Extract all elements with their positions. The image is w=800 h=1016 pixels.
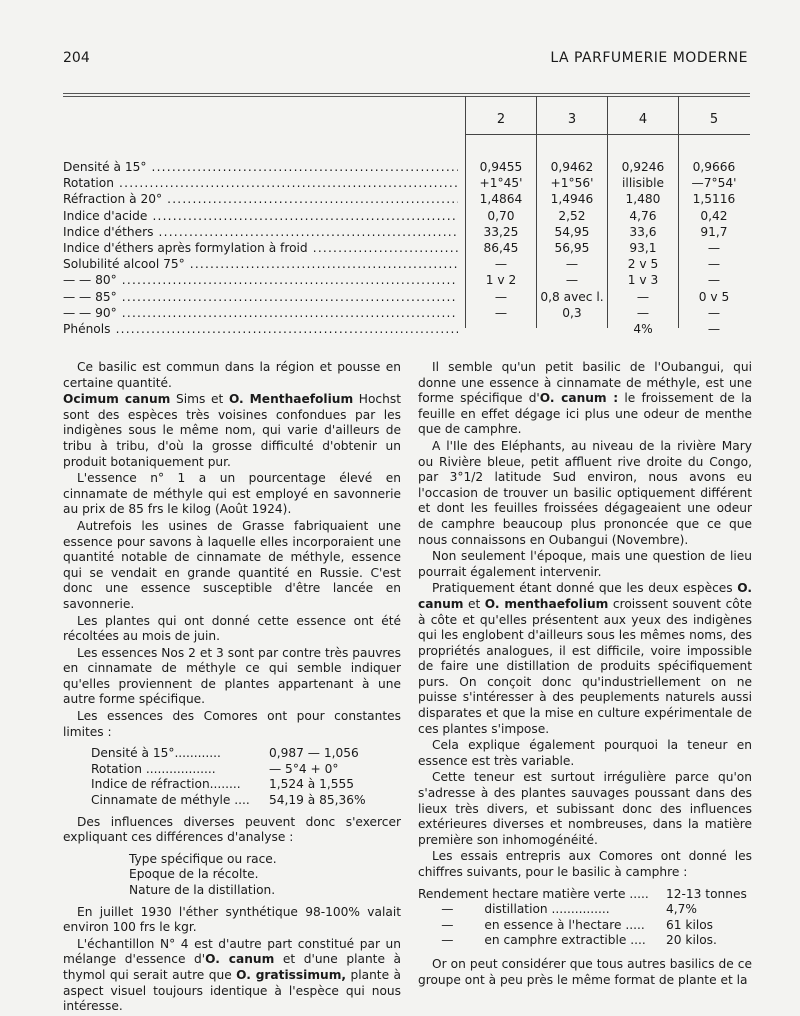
table-cell: 1,4946 [550,192,594,207]
table-cell: — [707,273,721,288]
table-row [63,272,750,288]
table-cell: 0,3 [562,305,582,320]
species-name: O. canum [205,952,275,967]
text: plante à aspect visuel toujours identique à l'espèce qui nous intéresse. [63,967,401,1014]
paragraph: Cela explique également pourquoi la teneur en essence est très variable. [418,738,752,768]
table-cell: +1°45' [479,176,523,191]
header-rule-top [63,93,750,94]
column-header: 5 [709,112,719,127]
table-cell: — [707,241,721,255]
table-cell: 56,95 [554,241,590,255]
paragraph: Les essences Nos 2 et 3 sont par contre très pauvres en cinnamate de méthyle ce qui semble indiquer qu'elles proviennent de plantes appartenant à une autre forme spécifique. [63,645,401,707]
paragraph [63,392,401,470]
paragraph: En juillet 1930 l'éther synthétique 98-100% valait environ 100 frs le kgr. [63,904,401,935]
yield-label: — en camphre extractible .... [418,933,646,948]
table-row [63,191,750,207]
table-cell: — [565,257,579,272]
text: Pratiquement étant donné que les deux espèces [432,581,738,596]
text: et [463,596,485,611]
table-cell: 0,9246 [621,160,665,174]
paragraph: L'essence n° 1 a un pourcentage élevé en cinnamate de méthyle qui est employé en savonnerie au prix de 85 frs le kilog (Août 1924). [63,471,401,517]
constant-label: Cinnamate de méthyle .... [91,793,250,808]
causes-list [129,852,401,899]
yield-value: 4,7% [666,902,697,917]
row-label: Densité à 15° ..... [63,159,458,175]
table-cell: 0,42 [700,208,728,223]
table-cell: 86,45 [483,241,519,255]
table-cell: — [707,322,721,336]
row-label: Indice d'éthers ..... [63,224,458,240]
species-name: Ocimum canum [63,392,171,407]
yield-label: — en essence à l'hectare ..... [418,917,645,932]
yield-row [418,902,752,918]
table-cell: 0,9666 [692,160,736,174]
paragraph: A l'Ile des Eléphants, au niveau de la rivière Mary ou Rivière bleue, petit affluent rive droite du Congo, par 3°1/2 latitude Sud environ, nous avons eu l'occasion de trouver un basilic optiquement différent et dont les feuilles froissées dégageaient une odeur de camphre beaucoup plus prononcée que ce que nous connaissons en Oubangui (Novembre). [418,438,752,547]
row-label: — — 85° ..... [63,289,458,305]
species-name: O. canum [418,581,752,611]
table-row [63,321,750,337]
paragraph: Les essences des Comores ont pour constantes limites : [63,709,401,739]
table-cell: — [494,289,508,304]
row-label: Phénols ..... [63,321,458,337]
paragraph: Non seulement l'époque, mais une question de lieu pourrait également intervenir. [418,549,752,579]
list-item: Nature de la distillation. [129,883,276,897]
column-header: 4 [638,112,648,127]
text: le froissement de la feuille en effet dégage ici plus une odeur de menthe que de camphre. [418,391,753,437]
analysis-table [63,96,750,336]
constant-value: — 5°4 + 0° [269,761,339,776]
table-cell: 1,4864 [479,192,523,207]
table-cell: — [494,257,508,272]
constant-label: Rotation .................. [91,761,216,776]
paragraph [418,360,752,438]
table-cell: — [636,289,650,304]
table-cell: 54,95 [554,224,590,239]
constant-label: Densité à 15°............ [91,746,221,761]
row-label: Solubilité alcool 75° ..... [63,256,458,272]
table-row [63,305,750,321]
table-cell: —7°54' [691,176,737,191]
text: L'échantillon N° 4 est d'autre part constitué par un mélange d'essence d' [63,936,401,967]
table-cell: — [494,305,508,320]
table-cell: 4% [633,322,653,336]
yield-row [418,918,752,934]
text: croissent souvent côte à côte et qu'elles présentent aux yeux des indigènes qui les englobent d'ailleurs sous les mêmes noms, des propriétés analogues, il est difficile, voire impossible de faire une distillation de produits spécifiquement purs. On conçoit donc qu'industriellement on ne puisse s'intéresser à des peuplements naturels aussi disparates et que la mise en culture expérimentale de ces plantes s'impose. [418,596,752,736]
row-label: Rotation ..... [63,175,458,191]
table-cell: — [636,305,650,320]
yield-label: — distillation ............... [418,902,610,917]
constant-label: Indice de réfraction........ [91,777,241,792]
row-label: Réfraction à 20° ..... [63,191,458,207]
yield-label: Rendement hectare matière verte ..... [418,886,649,901]
species-name: O. Menthaefolium [228,392,354,407]
row-label: — — 90° ..... [63,305,458,321]
left-column [63,360,401,1016]
table-cell: 1 v 3 [627,273,659,288]
paragraph: Ce basilic est commun dans la région et pousse en certaine quantité. [63,360,401,390]
constant-row [91,762,401,778]
table-row [63,240,750,256]
text: Il semble qu'un petit basilic de l'Oubangui, qui donne une essence à cinnamate de méthyle, est une forme spécifique d' [418,360,752,406]
constants-list [91,746,401,808]
table-cell: 33,6 [629,224,657,239]
list-item: Type spécifique ou race. [129,851,277,866]
table-row [63,175,750,191]
constant-value: 1,524 à 1,555 [269,777,354,792]
table-cell: 0,70 [487,208,515,223]
table-cell: 1,5116 [692,192,736,207]
table-cell: 0,9462 [550,160,594,174]
species-name: O. canum : [539,391,619,406]
table-cell: 1 v 2 [485,273,517,288]
yield-list [418,887,752,949]
paragraph: Cette teneur est surtout irrégulière parce qu'on s'adresse à des plantes sauvages poussant dans des lieux très divers, et subissant donc des influences extérieures diverses et nombreuses, dans la matière première son inhomogénéité. [418,770,752,847]
table-row [63,208,750,224]
paragraph [418,581,752,737]
table-cell: 4,76 [629,208,657,223]
table-cell: 93,1 [629,241,657,255]
paragraph: Or on peut considérer que tous autres basilics de ce groupe ont à peu près le même format de plante et la [418,956,752,987]
table-cell: 0,9455 [479,160,523,174]
row-label: — — 80° ..... [63,272,458,288]
paragraph: Les plantes qui ont donné cette essence ont été récoltées au mois de juin. [63,613,401,644]
table-cell: illisible [622,176,664,191]
list-item: Epoque de la récolte. [129,867,259,882]
right-column [418,360,752,989]
paragraph: Les essais entrepris aux Comores ont donné les chiffres suivants, pour le basilic à camphre : [418,849,752,879]
constant-value: 54,19 à 85,36% [269,793,366,808]
yield-value: 20 kilos. [666,933,717,948]
table-cell: 0,8 avec l. [540,289,604,304]
column-header-rule [465,134,750,135]
paragraph [63,937,401,1015]
column-header: 2 [496,112,506,127]
constant-value: 0,987 — 1,056 [269,746,359,761]
table-row [63,159,750,175]
yield-row [418,933,752,949]
text: Hochst sont des espèces très voisines confondues par les indigènes sous le même nom, qui varie d'ailleurs de tribu à tribu, d'où la grosse difficulté d'obtenir un produit botaniquement pur. [63,392,401,469]
constant-row [91,793,401,809]
text: Sims et [170,392,229,407]
row-label: Indice d'éthers après formylation à froid ..... [63,240,458,256]
table-cell: +1°56' [550,176,594,191]
table-cell: 33,25 [483,224,519,239]
table-cell: 1,480 [625,192,661,207]
paragraph: Des influences diverses peuvent donc s'exercer expliquant ces différences d'analyse : [63,814,401,845]
column-header: 3 [567,112,577,127]
table-cell: 2,52 [558,208,586,223]
table-cell: — [565,273,579,288]
table-cell: 2 v 5 [627,257,659,272]
table-row [63,289,750,305]
yield-value: 12-13 tonnes [666,886,747,901]
table-cell: — [707,305,721,320]
constant-row [91,746,401,762]
table-cell: 0 v 5 [698,289,730,304]
species-name: O. menthaefolium [484,596,609,611]
table-cell: — [707,257,721,272]
table-row [63,256,750,272]
yield-value: 61 kilos [666,917,714,932]
row-label: Indice d'acide ..... [63,208,458,224]
text: et d'une plante à thymol qui serait autre que [63,952,401,982]
paragraph: Autrefois les usines de Grasse fabriquaient une essence pour savons à laquelle elles incorporaient une quantité notable de cinnamate de méthyle, essence qui se vendait en grande quantité en Russie. C'est donc une essence susceptible d'être lancée en savonnerie. [63,518,401,611]
species-name: O. gratissimum, [236,967,347,982]
yield-row [418,887,752,903]
page-number: 204 [63,50,90,66]
table-row [63,224,750,240]
running-title: LA PARFUMERIE MODERNE [550,50,748,66]
constant-row [91,777,401,793]
table-cell: 91,7 [700,224,728,239]
